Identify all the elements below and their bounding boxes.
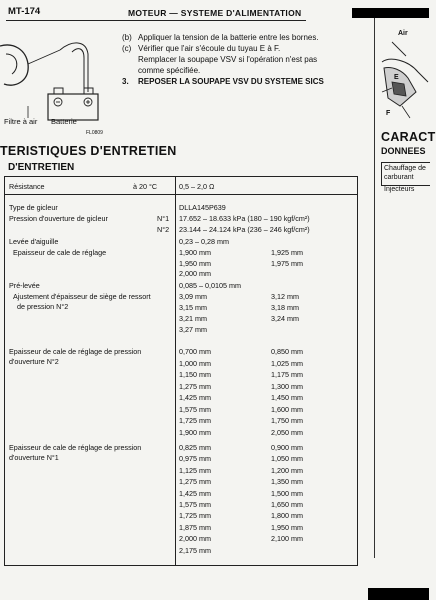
air-filter-label: Filtre à air — [4, 117, 38, 126]
page-header-title: MOTEUR — SYSTEME D'ALIMENTATION — [128, 8, 302, 18]
injector-type-value: DLLA145P639 — [179, 203, 226, 212]
n1-shim-value: 1,275 mm — [179, 477, 211, 487]
right-row1-label: Chauffage de — [384, 165, 426, 172]
n1-shim-value: 1,125 mm — [179, 465, 211, 475]
seat-value: 3,21 mm — [179, 314, 207, 323]
n1-shim-value: 1,650 mm — [271, 500, 303, 509]
pressure-n1-value: 17.652 – 18.633 kPa (180 – 190 kgf/cm²) — [179, 214, 310, 223]
step-c-line2: Remplacer la soupape VSV si l'opération n'est pas — [138, 55, 318, 64]
n2-shim-value: 1,725 mm — [179, 416, 211, 425]
step-b-text: Appliquer la tension de la batterie entre les bornes. — [138, 33, 319, 42]
seat-value: 3,24 mm — [271, 314, 299, 323]
n2-shim-value: 1,750 mm — [271, 416, 303, 425]
n1-shim-value: 1,875 mm — [179, 522, 211, 532]
step-c-text: Vérifier que l'air s'écoule du tuyau E à F. — [138, 44, 281, 53]
row-divider — [5, 194, 357, 195]
resistance-value: 0,5 – 2,0 Ω — [179, 182, 215, 191]
prelift-label: Pré-levée — [9, 281, 40, 290]
shim-value: 1,900 mm — [179, 248, 211, 257]
needle-lift-value: 0,23 – 0,28 mm — [179, 237, 229, 246]
n1-shim-value: 1,575 mm — [179, 500, 211, 509]
n1-shim-value: 1,350 mm — [271, 477, 303, 487]
n2-shim-value: 1,900 mm — [179, 427, 211, 437]
step-3-number: 3. — [122, 77, 129, 86]
section-subtitle: D'ENTRETIEN — [8, 162, 75, 173]
seat-value: 3,15 mm — [179, 303, 207, 312]
seat-label-1: Ajustement d'épaisseur de siège de ressort — [13, 292, 151, 301]
section-title: TERISTIQUES D'ENTRETIEN — [0, 144, 177, 158]
battery-label: Batterie — [51, 117, 77, 126]
right-e-label: E — [394, 74, 399, 81]
n1-shim-value: 2,175 mm — [179, 545, 211, 555]
resistance-condition: à 20 °C — [133, 182, 158, 191]
n1-shim-value: 0,825 mm — [179, 443, 211, 452]
pressure-n2-value: 23.144 – 24.124 kPa (236 – 246 kgf/cm²) — [179, 225, 310, 234]
page-code: MT-174 — [8, 6, 41, 17]
pressure-n2-label: N°2 — [157, 225, 170, 234]
footer-dark-band — [368, 588, 429, 600]
n2-shim-value: 1,025 mm — [271, 358, 303, 368]
n1-shim-value: 0,975 mm — [179, 454, 211, 464]
prelift-value: 0,085 – 0,0105 mm — [179, 281, 241, 290]
n1-shim-value: 0,900 mm — [271, 443, 303, 452]
n2-shim-label-2: d'ouverture N°2 — [9, 357, 59, 366]
n2-shim-value: 1,175 mm — [271, 370, 303, 379]
injector-type-label: Type de gicleur — [9, 203, 58, 212]
needle-lift-label: Levée d'aiguille — [9, 237, 59, 246]
shim-value: 2,000 mm — [179, 269, 211, 278]
right-air-label: Air — [398, 30, 408, 37]
n1-shim-value: 2,000 mm — [179, 534, 211, 544]
n2-shim-value: 1,425 mm — [179, 393, 211, 402]
n2-shim-value: 1,450 mm — [271, 393, 303, 402]
seat-value: 3,18 mm — [271, 303, 299, 312]
seat-value: 3,09 mm — [179, 292, 207, 301]
pressure-n1-label: N°1 — [157, 214, 170, 223]
right-section-title: CARACT — [381, 130, 436, 144]
right-row1-label-2: carburant — [384, 174, 414, 181]
n2-shim-value: 2,050 mm — [271, 427, 303, 437]
right-row2-label: Injecteurs — [384, 186, 415, 193]
n1-shim-value: 1,050 mm — [271, 454, 303, 464]
seat-value: 3,12 mm — [271, 292, 299, 301]
n2-shim-value: 1,275 mm — [179, 381, 211, 391]
figure-ref: FL0809 — [86, 130, 103, 136]
column-divider — [175, 177, 176, 565]
n2-shim-value: 0,850 mm — [271, 347, 303, 356]
resistance-label: Résistance — [9, 182, 45, 191]
n2-shim-value: 1,150 mm — [179, 370, 211, 379]
shim-label: Epaisseur de cale de réglage — [13, 248, 107, 257]
shim-value: 1,975 mm — [271, 258, 303, 268]
n2-shim-value: 1,000 mm — [179, 358, 211, 368]
step-c-marker: (c) — [122, 44, 132, 53]
opening-pressure-label: Pression d'ouverture de gicleur — [9, 214, 108, 223]
n1-shim-value: 1,800 mm — [271, 511, 303, 521]
seat-value: 3,27 mm — [179, 325, 207, 334]
n1-shim-value: 1,950 mm — [271, 522, 303, 532]
right-section-subtitle: DONNEES — [381, 146, 426, 156]
step-b-marker: (b) — [122, 33, 132, 42]
header-dark-band — [352, 8, 429, 18]
n2-shim-value: 1,600 mm — [271, 404, 303, 414]
spec-table — [4, 176, 358, 566]
n1-shim-value: 2,100 mm — [271, 534, 303, 544]
right-f-label: F — [386, 110, 391, 117]
step-c-line3: comme spécifiée. — [138, 66, 201, 75]
n1-shim-label-2: d'ouverture N°1 — [9, 453, 59, 462]
n1-shim-value: 1,200 mm — [271, 465, 303, 475]
step-3-text: REPOSER LA SOUPAPE VSV DU SYSTEME SICS — [138, 77, 324, 86]
n1-shim-value: 1,500 mm — [271, 488, 303, 498]
shim-value: 1,950 mm — [179, 258, 211, 268]
n2-shim-value: 1,300 mm — [271, 381, 303, 391]
n2-shim-value: 0,700 mm — [179, 347, 211, 356]
header-rule — [6, 20, 306, 21]
n1-shim-value: 1,425 mm — [179, 488, 211, 498]
seat-label-2: de pression N°2 — [17, 302, 69, 311]
n2-shim-label-1: Epaisseur de cale de réglage de pression — [9, 347, 142, 356]
n2-shim-value: 1,575 mm — [179, 404, 211, 414]
n1-shim-value: 1,725 mm — [179, 511, 211, 521]
n1-shim-label-1: Epaisseur de cale de réglage de pression — [9, 443, 142, 452]
shim-value: 1,925 mm — [271, 248, 303, 257]
